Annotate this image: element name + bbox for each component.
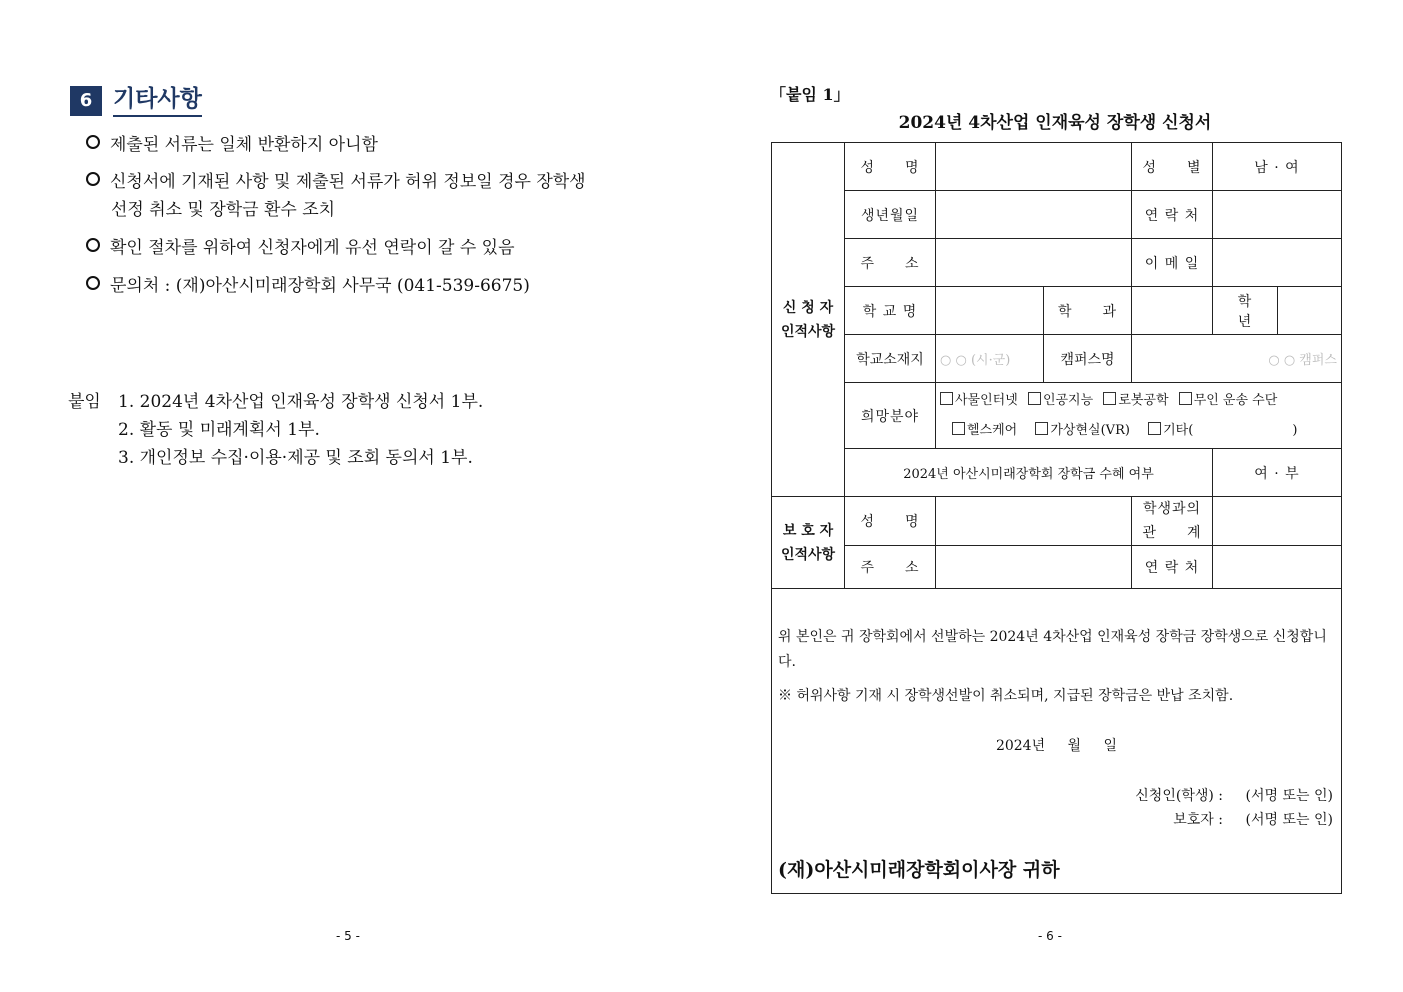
notice-text: ※ 허위사항 기재 시 장학생선발이 취소되며, 지급된 장학금은 반납 조치함.: [778, 688, 1234, 704]
page-number: - 5 -: [336, 929, 360, 943]
guardian-signature-line: 보호자 : (서명 또는 인): [1123, 809, 1333, 829]
school-location-field[interactable]: ○ ○ (시·군): [936, 335, 1044, 383]
circle-bullet-icon: [86, 238, 100, 252]
declaration-section: [772, 589, 1342, 894]
attachment-item: 3. 개인정보 수집·이용·제공 및 조회 동의서 1부.: [118, 448, 473, 468]
applicant-signature-field[interactable]: (서명 또는 인): [1245, 788, 1333, 804]
addressee: (재)아산시미래장학회이사장 귀하: [778, 859, 1060, 881]
applicant-group-label: 신 청 자 인적사항: [772, 143, 845, 497]
email-label: 이 메 일: [1132, 239, 1213, 287]
applicant-signature-line: 신청인(학생) : (서명 또는 인): [1123, 785, 1333, 805]
page-number: - 6 -: [1038, 929, 1062, 943]
attachment-item: 1. 2024년 4차산업 인재육성 장학생 신청서 1부.: [118, 392, 484, 412]
name-label: 성 명: [845, 143, 936, 191]
checkbox[interactable]: [1028, 392, 1041, 405]
guardian-relation-label: 학생과의 관 계: [1132, 497, 1213, 546]
date-line: 2024년 월 일: [995, 738, 1118, 754]
section-number: 6: [70, 86, 102, 116]
field-options: 사물인터넷 인공지능 로봇공학 무인 운송 수단 헬스케어 가상현실(VR) 기타( ): [936, 383, 1342, 449]
bullet-item: 신청서에 기재된 사항 및 제출된 서류가 허위 정보일 경우 장학생 선정 취소 및 장학금 환수 조치: [86, 168, 586, 224]
field-label: 희망분야: [845, 383, 936, 449]
address-label: 주 소: [845, 239, 936, 287]
circle-bullet-icon: [86, 172, 100, 186]
birth-field[interactable]: [936, 191, 1132, 239]
guardian-address-label: 주 소: [845, 546, 936, 589]
email-field[interactable]: [1213, 239, 1342, 287]
guardian-signature-field[interactable]: (서명 또는 인): [1245, 812, 1333, 828]
section-title: 기타사항: [113, 84, 202, 117]
checkbox[interactable]: [1103, 392, 1116, 405]
guardian-name-label: 성 명: [845, 497, 936, 546]
campus-field[interactable]: ○ ○ 캠퍼스: [1132, 335, 1342, 383]
attachment-tag: 「붙임 1」: [770, 85, 850, 104]
school-label: 학 교 명: [845, 287, 936, 335]
checkbox[interactable]: [1148, 422, 1161, 435]
checkbox[interactable]: [1179, 392, 1192, 405]
attach-label: 붙임: [68, 392, 101, 412]
attachment-item: 2. 활동 및 미래계획서 1부.: [118, 420, 320, 440]
school-location-label: 학교소재지: [845, 335, 936, 383]
bullet-item: 문의처 : (재)아산시미래장학회 사무국 (041-539-6675): [86, 272, 530, 300]
contact-label: 연 락 처: [1132, 191, 1213, 239]
form-title: 2024년 4차산업 인재육성 장학생 신청서: [898, 113, 1212, 133]
school-field[interactable]: [936, 287, 1044, 335]
bullet-item: 확인 절차를 위하여 신청자에게 유선 연락이 갈 수 있음: [86, 234, 515, 262]
dept-field[interactable]: [1132, 287, 1213, 335]
campus-label: 캠퍼스명: [1044, 335, 1132, 383]
name-field[interactable]: [936, 143, 1132, 191]
guardian-relation-field[interactable]: [1213, 497, 1342, 546]
grade-field[interactable]: [1278, 287, 1342, 335]
bullet-item: 제출된 서류는 일체 반환하지 아니함: [86, 131, 378, 159]
contact-field[interactable]: [1213, 191, 1342, 239]
circle-bullet-icon: [86, 276, 100, 290]
dept-label: 학 과: [1044, 287, 1132, 335]
address-field[interactable]: [936, 239, 1132, 287]
prior-scholarship-choice[interactable]: 여 · 부: [1213, 449, 1342, 497]
checkbox[interactable]: [1035, 422, 1048, 435]
guardian-group-label: 보 호 자 인적사항: [772, 497, 845, 589]
birth-label: 생년월일: [845, 191, 936, 239]
application-form: [771, 142, 1342, 894]
attachment-list: [68, 388, 483, 472]
guardian-contact-field[interactable]: [1213, 546, 1342, 589]
prior-scholarship-label: 2024년 아산시미래장학회 장학금 수혜 여부: [845, 449, 1213, 497]
checkbox[interactable]: [952, 422, 965, 435]
guardian-contact-label: 연 락 처: [1132, 546, 1213, 589]
checkbox[interactable]: [940, 392, 953, 405]
guardian-name-field[interactable]: [936, 497, 1132, 546]
gender-choice[interactable]: 남 · 여: [1213, 143, 1342, 191]
circle-bullet-icon: [86, 135, 100, 149]
guardian-address-field[interactable]: [936, 546, 1132, 589]
gender-label: 성 별: [1132, 143, 1213, 191]
declaration-text: 위 본인은 귀 장학회에서 선발하는 2024년 4차산업 인재육성 장학금 장학생으로 신청합니다.: [778, 629, 1327, 670]
grade-label: 학 년: [1213, 287, 1278, 335]
